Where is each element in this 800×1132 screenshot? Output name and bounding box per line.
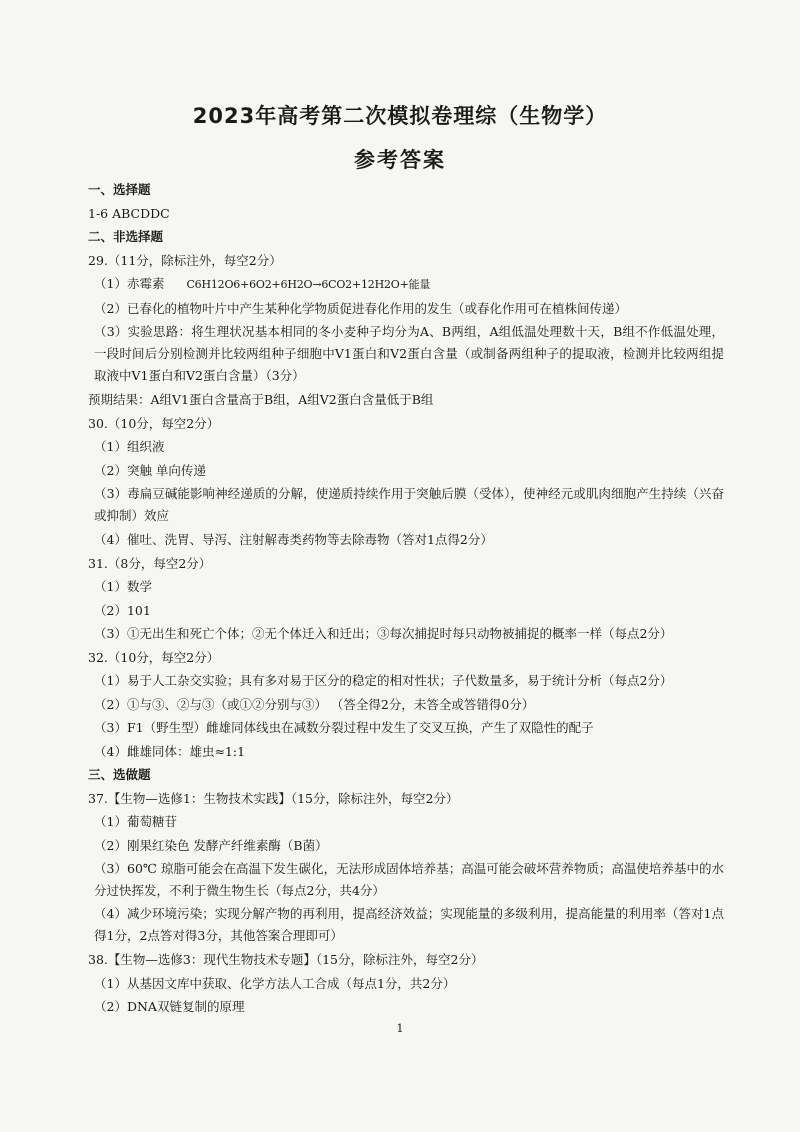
- answer-line: [88, 810, 724, 834]
- answer-text: （1）从基因文库中获取、化学方法人工合成（每点1分，共2分）: [94, 975, 456, 991]
- answer-text: 31.（8分，每空2分）: [88, 555, 212, 571]
- answer-line: [88, 552, 724, 576]
- answer-text: （3）毒扁豆碱能影响神经递质的分解，使递质持续作用于突触后膜（受体），使神经元或肌肉细胞产生持续（兴奋或抑制）效应: [94, 486, 724, 523]
- answer-text: （3）60℃ 琼脂可能会在高温下发生碳化，无法形成固体培养基；高温可能会破坏营养物质；高温使培养基中的水分过快挥发，不利于微生物生长（每点2分，共4分）: [94, 861, 724, 898]
- answer-text: （2）突触 单向传递: [94, 462, 206, 478]
- answer-text: （1）数学: [94, 579, 152, 594]
- respiration-formula: C6H12O6+6O2+6H2O→6CO2+12H2O+能量: [186, 278, 431, 291]
- answer-text: （2）①与③、②与③（或①②分别与③） （答全得2分，未答全或答错得0分）: [94, 696, 535, 712]
- page-subtitle: 参考答案: [354, 148, 446, 172]
- answer-text: （4）减少环境污染；实现分解产物的再利用，提高经济效益；实现能量的多级利用，提高能量的利用率（答对1点得1分，2点答对得3分，其他答案合理即可）: [94, 906, 724, 943]
- page-number: 1: [396, 1022, 404, 1035]
- answer-line: [88, 787, 724, 811]
- answer-text: （3）F1（野生型）雌雄同体线虫在减数分裂过程中发生了交叉互换，产生了双隐性的配子: [94, 720, 594, 735]
- answer-line: [88, 693, 724, 717]
- answer-line: [88, 995, 724, 1019]
- answer-line: [88, 948, 724, 972]
- answer-line: [88, 599, 724, 623]
- answer-text: （1）组织液: [94, 439, 165, 454]
- answer-line: [88, 459, 724, 483]
- answer-text: 1-6 ABCDDC: [88, 205, 170, 221]
- answer-text: （3）实验思路：将生理状况基本相同的冬小麦种子均分为A、B两组，A组低温处理数十天，B组不作低温处理，一段时间后分别检测并比较两组种子细胞中V1蛋白和V2蛋白含量（或制备两组种子的提取液，检测并比较两组提取液中V1蛋白和V2蛋白含量）（3分）: [94, 324, 724, 383]
- answer-text: （1）葡萄糖苷: [94, 814, 177, 829]
- answer-line: [88, 435, 724, 459]
- answer-text: （1）赤霉素: [94, 276, 165, 291]
- answer-text: （4）雌雄同体：雄虫≈1:1: [94, 743, 246, 759]
- answer-text: （2）101: [94, 602, 151, 618]
- section-heading: [88, 178, 724, 202]
- section-heading: [88, 225, 724, 249]
- answer-line: [88, 669, 724, 693]
- answer-line: [88, 972, 724, 996]
- answer-line: [88, 740, 724, 764]
- answer-line: [88, 903, 724, 947]
- answer-line: [88, 412, 724, 436]
- answer-text: （2）已春化的植物叶片中产生某种化学物质促进春化作用的发生（或春化作用可在植株间传递）: [94, 300, 627, 316]
- answer-line: [88, 716, 724, 740]
- answer-text: 二、非选择题: [88, 229, 164, 244]
- answer-line: [88, 297, 724, 321]
- answer-line: [88, 272, 724, 297]
- section-heading: [88, 763, 724, 787]
- answer-line: [88, 834, 724, 858]
- answer-line: [88, 321, 724, 387]
- answer-line: [88, 575, 724, 599]
- answer-text: 一、选择题: [88, 182, 151, 197]
- answer-line: [88, 622, 724, 646]
- answer-line: [88, 388, 724, 412]
- answer-text: （1）易于人工杂交实验；具有多对易于区分的稳定的相对性状；子代数量多，易于统计分析（每点2分）: [94, 673, 673, 688]
- answer-line: [88, 483, 724, 527]
- answer-text: （3）①无出生和死亡个体；②无个体迁入和迁出；③每次捕捉时每只动物被捕捉的概率一样（每点2分）: [94, 626, 673, 641]
- page-title: 2023年高考第二次模拟卷理综（生物学）: [192, 104, 608, 128]
- answer-line: [88, 646, 724, 670]
- answer-text: （2）刚果红染色 发酵产纤维素酶（B菌）: [94, 837, 328, 853]
- answer-text: 32.（10分，每空2分）: [88, 649, 220, 665]
- answer-text: （4）催吐、洗胃、导泻、注射解毒类药物等去除毒物（答对1点得2分）: [94, 532, 493, 547]
- answer-line: [88, 202, 724, 226]
- answer-text: 29.（11分，除标注外，每空2分）: [88, 252, 282, 268]
- answer-text: 三、选做题: [88, 767, 151, 782]
- answer-text: 预期结果：A组V1蛋白含量高于B组，A组V2蛋白含量低于B组: [88, 392, 434, 407]
- answer-text: 37.【生物—选修1：生物技术实践】（15分，除标注外，每空2分）: [88, 790, 459, 806]
- answer-content: [88, 178, 724, 1019]
- answer-line: [88, 858, 724, 902]
- answer-line: [88, 528, 724, 552]
- answer-text: （2）DNA双链复制的原理: [94, 999, 245, 1014]
- answer-text: 38.【生物—选修3：现代生物技术专题】（15分，除标注外，每空2分）: [88, 952, 484, 967]
- answer-text: 30.（10分，每空2分）: [88, 415, 220, 431]
- answer-line: [88, 249, 724, 273]
